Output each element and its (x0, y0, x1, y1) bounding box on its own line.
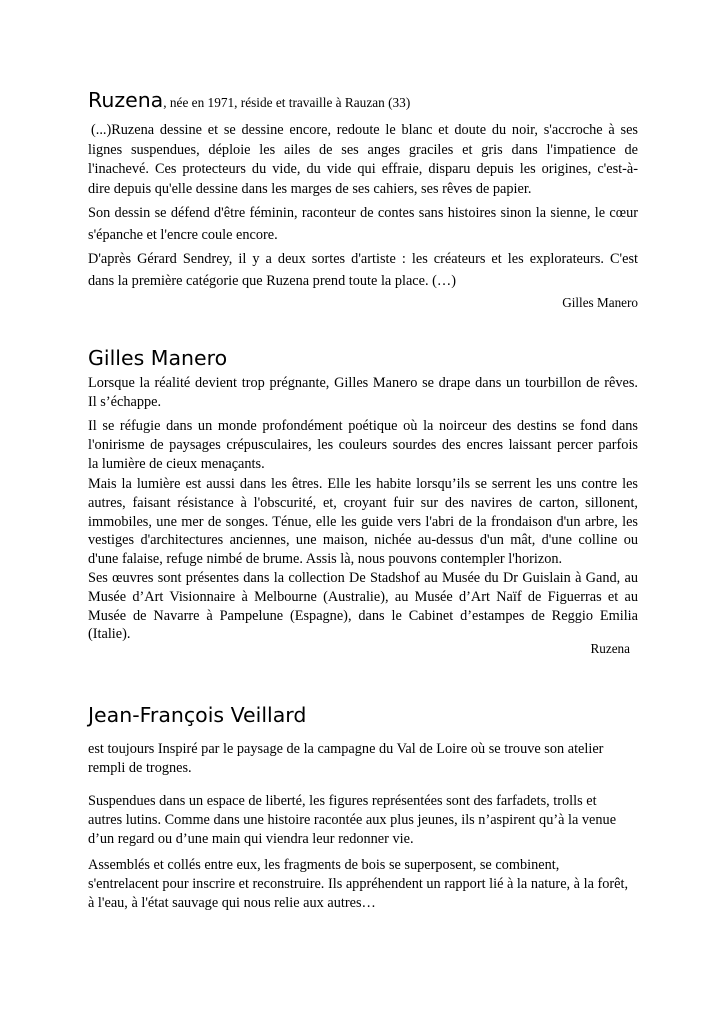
paragraph (88, 475, 638, 569)
paragraph-line: lignes suspendues, déploie les ailes de ses anges graciles et gris dans l'impatience de (88, 141, 638, 158)
paragraph-line: d'une falaise, refuge nimbé de brume. Assis là, nous pouvons contempler l'horizon. (88, 551, 563, 568)
paragraph-line: Suspendues dans un espace de liberté, les figures représentées sont des farfadets, trolls et (88, 793, 597, 809)
paragraph-line: Ses œuvres sont présentes dans la collection De Stadshof au Musée du Dr Guislain à Gand, au (88, 570, 638, 586)
paragraph-line: l'onirisme de paysages crépusculaires, les couleurs sourdes des encres laissant percer parfois (88, 436, 638, 453)
paragraph-line: (Italie). (88, 626, 131, 643)
paragraph (88, 121, 638, 200)
signature: Ruzena (590, 641, 630, 656)
paragraph-line: dire depuis qu'elle dessine dans les marges de ses cahiers, ses rêves de papier. (88, 181, 532, 198)
paragraph-line: est toujours Inspiré par le paysage de la campagne du Val de Loire où se trouve son atelier (88, 741, 604, 757)
paragraph-line: Lorsque la réalité devient trop prégnante, Gilles Manero se drape dans un tourbillon de rêves. (88, 375, 638, 391)
paragraph-line: D'après Gérard Sendrey, il y a deux sortes d'artiste : les créateurs et les explorateurs. C'est (88, 251, 638, 267)
paragraph-line: (...)Ruzena dessine et se dessine encore, redoute le blanc et doute du noir, s'accroche à ses (91, 122, 638, 138)
paragraph-line: d’un regard ou d’une main qui viendra leur redonner vie. (88, 830, 414, 847)
paragraph-line: rempli de trognes. (88, 759, 192, 776)
section-heading (88, 702, 306, 728)
paragraph-line: Son dessin se défend d'être féminin, raconteur de contes sans histoires sinon la sienne, le cœur (88, 205, 638, 221)
paragraph-line: Musée d’Art Visionnaire à Melbourne (Australie), au Musée d’Art Naïf de Figuerras et au (88, 588, 638, 605)
paragraph-line: immobiles, une mer de songes. Ténue, elle les guide vers l'abri de la frondaison d'un arbre, les (88, 513, 638, 530)
paragraph-line: autres lutins. Comme dans une histoire racontée aux plus jeunes, ils n’aspirent qu’à la venue (88, 811, 617, 828)
paragraph (88, 249, 638, 293)
paragraph (88, 569, 638, 644)
paragraph (88, 792, 638, 848)
paragraph-line: s'épanche et l'encre coule encore. (88, 226, 278, 243)
paragraph-line: Mais la lumière est aussi dans les êtres. Elle les habite lorsqu’ils se serrent les uns contre les (88, 476, 638, 492)
paragraph-line: dans la première catégorie que Ruzena prend toute la place. (…) (88, 272, 456, 289)
paragraph (88, 740, 638, 778)
paragraph-line: Il s’échappe. (88, 393, 162, 410)
paragraph (88, 203, 638, 247)
paragraph (88, 374, 638, 412)
paragraph-line: Il se réfugie dans un monde profondément poétique où la noirceur des destins se fond dans (88, 418, 638, 434)
paragraph-line: Musée de Navarre à Pampelune (Espagne), dans le Cabinet d’estampes de Reggio Emilia (88, 607, 638, 624)
signature: Gilles Manero (562, 295, 638, 310)
artist-name: Ruzena (88, 88, 164, 112)
paragraph-line: vestiges d'architectures anciennes, une maison, nichée au-dessus d'un mât, d'une colline ou (88, 532, 638, 549)
section-heading (88, 87, 410, 113)
paragraph (88, 417, 638, 473)
paragraph-line: à l'eau, à l'état sauvage qui nous relie aux autres… (88, 894, 376, 911)
paragraph-line: Assemblés et collés entre eux, les fragments de bois se superposent, se combinent, (88, 857, 560, 873)
section-heading (88, 345, 227, 371)
paragraph-line: la lumière de cieux menaçants. (88, 455, 265, 472)
paragraph-line: s'entrelacent pour inscrire et reconstruire. Ils appréhendent un rapport lié à la nature, à la forêt, (88, 875, 629, 892)
artist-name: Jean-François Veillard (88, 703, 307, 727)
artist-details: , née en 1971, réside et travaille à Rauzan (33) (163, 95, 411, 110)
paragraph (88, 856, 638, 912)
paragraph-line: l'inachevé. Ces protecteurs du vide, du vide qui effraie, disparu depuis les origines, c'est-à- (88, 161, 638, 178)
paragraph-line: autres, faisant résistance à l'obscurité, et, croyant fuir sur des navires de carton, sillonent, (88, 494, 638, 511)
artist-name: Gilles Manero (88, 346, 228, 370)
